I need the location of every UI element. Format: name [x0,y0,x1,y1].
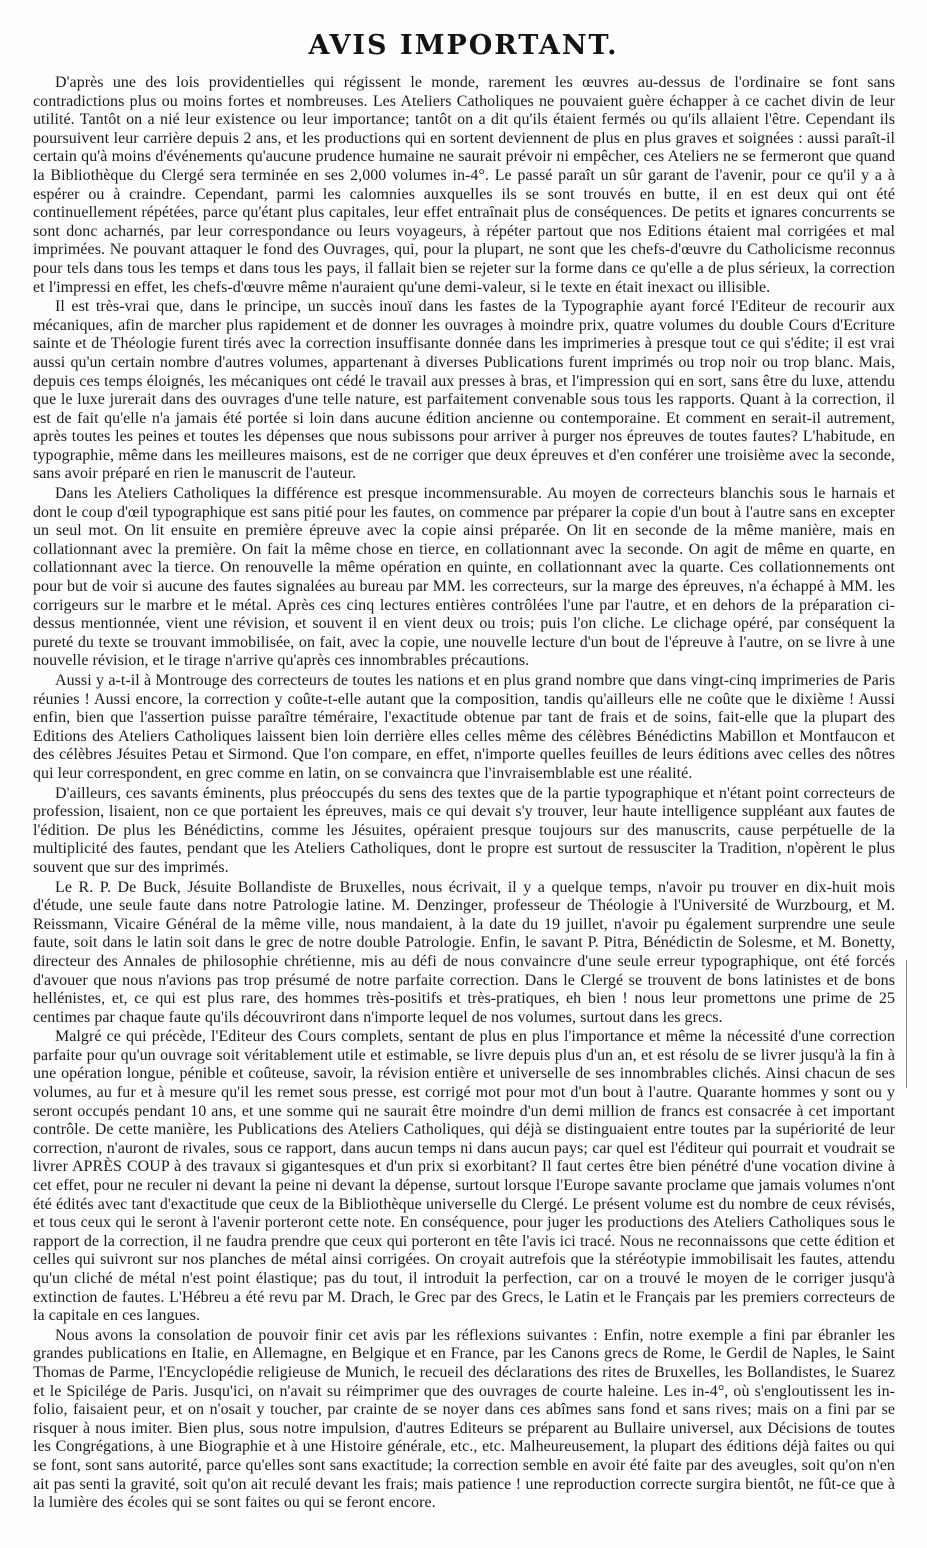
margin-rule [906,960,907,1088]
document-title: AVIS IMPORTANT. [308,30,619,61]
paragraph: D'ailleurs, ces savants éminents, plus préoccupés du sens des textes que de la partie typographique et n'étant point correcteurs de profession, lisaient, non ce que portaient les épreuves, mais ce qui devait s'y trouver, leur haute intelligence suppléant aux fautes de l'édition. De plus les Bénédictins, comme les Jésuites, opéraient presque toujours sur des manuscrits, cause perpétuelle de la multiplicité des fautes, pendant que les Ateliers Catholiques, dont le propre est surtout de ressusciter la Tradition, n'opèrent le plus souvent que sur des imprimés. [33,784,895,876]
paragraph: Aussi y a-t-il à Montrouge des correcteurs de toutes les nations et en plus grand nombre que dans vingt-cinq imprimeries de Paris réunies ! Aussi encore, la correction y coûte-t-elle autant que la composition, tandis qu'ailleurs elle ne coûte que le dixième ! Aussi enfin, bien que l'assertion puisse paraître téméraire, l'exactitude obtenue par tant de frais et de soins, fait-elle que la plupart des Editions des Ateliers Catholiques laissent bien loin derrière elles celles même des célèbres Bénédictins Mabillon et Montfaucon et des célèbres Jésuites Petau et Sirmond. Que l'on compare, en effet, n'importe quelles feuilles de leurs éditions avec celles des nôtres qui leur correspondent, en grec comme en latin, on se convaincra que l'invraisemblable est une réalité. [33,672,895,782]
paragraph: Nous avons la consolation de pouvoir finir cet avis par les réflexions suivantes : Enfin, notre exemple a fini par ébranler les grandes publications en Italie, en Allemagne, en Belgique et en France, par les Canons grecs de Rome, le Gerdil de Naples, le Saint Thomas de Parme, l'Encyclopédie religieuse de Munich, le recueil des déclarations des rites de Bruxelles, les Bollandistes, le Suarez et le Spicilége de Paris. Jusqu'ici, on n'avait su réimprimer que des ouvrages de courte haleine. Les in-4°, où s'engloutissent les in-folio, faisaient peur, et on n'osait y toucher, par crainte de se noyer dans ces abîmes sans fond et sans rives; mais on a fini par se risquer à nous imiter. Bien plus, sous notre impulsion, d'autres Editeurs se préparent au Bullaire universel, aux Décisions de toutes les Congrégations, à une Biographie et à une Histoire générale, etc., etc. Malheureusement, la plupart des éditions déjà faites ou qui se font, sont sans autorité, parce qu'elles sont sans exactitude; la correction semble en avoir été faite par des aveugles, soit qu'on n'en ait pas senti la gravité, soit qu'on ait reculé devant les frais; mais patience ! une reproduction correcte surgira bientôt, ne fût-ce que à la lumière des écoles qui se sont faites ou qui se feront encore. [33,1326,895,1512]
paragraph: Il est très-vrai que, dans le principe, un succès inouï dans les fastes de la Typographie ayant forcé l'Editeur de recourir aux mécaniques, afin de marcher plus rapidement et de donner les ouvrages à moindre prix, quatre volumes du double Cours d'Ecriture sainte et de Théologie furent tirés avec la correction insuffisante donnée dans les imprimeries à presque tout ce qui s'édite; il est vrai aussi qu'un certain nombre d'autres volumes, appartenant à diverses Publications furent imprimés ou trop noir ou trop blanc. Mais, depuis ces temps éloignés, les mécaniques ont cédé le travail aux presses à bras, et l'impression qui en sort, sans être du luxe, attendu que le luxe jurerait dans des ouvrages d'une telle nature, est parfaitement convenable sous tous les rapports. Quant à la correction, il est de fait qu'elle n'a jamais été portée si loin dans aucune édition ancienne ou contemporaine. Et comment en serait-il autrement, après toutes les peines et toutes les dépenses que nous subissons pour arriver à purger nos épreuves de toutes fautes? L'habitude, en typographie, même dans les meilleures maisons, est de ne corriger que deux épreuves et d'en conférer une troisième avec la seconde, sans avoir préparé en rien le manuscrit de l'auteur. [33,298,895,483]
paragraph: Dans les Ateliers Catholiques la différence est presque incommensurable. Au moyen de correcteurs blanchis sous le harnais et dont le coup d'œil typographique est sans pitié pour les fautes, on commence par préparer la copie d'un bout à l'autre sans en excepter un seul mot. On lit ensuite en première épreuve avec la copie ainsi préparée. On lit en seconde de la même manière, mais en collationnant avec la première. On fait la même chose en tierce, en collationnant avec la seconde. On agit de même en quarte, en collationnant avec la tierce. On renouvelle la même opération en quinte, en collationnant avec la quarte. Ces collationnements ont pour but de voir si aucune des fautes signalées au bureau par MM. les correcteurs, sur la marge des épreuves, n'a échappé à MM. les corrigeurs sur le marbre et le métal. Après ces cinq lectures entières contrôlées l'une par l'autre, et en dehors de la préparation ci-dessus mentionnée, vient une révision, et souvent il en vient deux ou trois; puis l'on cliche. Le clichage opéré, par conséquent la pureté du texte se trouvant immobilisée, on fait, avec la copie, une nouvelle lecture d'un bout de l'épreuve à l'autre, on se livre à une nouvelle révision, et le tirage n'arrive qu'après ces innombrables précautions. [33,485,895,670]
paragraph: Le R. P. De Buck, Jésuite Bollandiste de Bruxelles, nous écrivait, il y a quelque temps, n'avoir pu trouver en dix-huit mois d'étude, une seule faute dans notre Patrologie latine. M. Denzinger, professeur de Théologie à l'Université de Wurzbourg, et M. Reissmann, Vicaire Général de la même ville, nous mandaient, à la date du 19 juillet, n'avoir pu également surprendre une seule faute, soit dans le latin soit dans le grec de notre double Patrologie. Enfin, le savant P. Pitra, Bénédictin de Solesme, et M. Bonetty, directeur des Annales de philosophie chrétienne, mis au défi de nous convaincre d'une seule erreur typographique, ont été forcés d'avouer que nous n'avions pas trop présumé de notre parfaite correction. Dans le Clergé se trouvent de bons latinistes et de bons hellénistes, et, ce qui est plus rare, des hommes très-positifs et très-pratiques, eh bien ! nous leur promettons une prime de 25 centimes par chaque faute qu'ils découvriront dans n'importe lequel de nos volumes, surtout dans les grecs. [33,878,895,1026]
document-body [33,74,895,1513]
paragraph: Malgré ce qui précède, l'Editeur des Cours complets, sentant de plus en plus l'importance et même la nécessité d'une correction parfaite pour qu'un ouvrage soit véritablement utile et estimable, se livre depuis plus d'un an, et est résolu de se livrer jusqu'à la fin à une opération longue, pénible et coûteuse, savoir, la révision entière et universelle de ses innombrables clichés. Ainsi chacun de ses volumes, au fur et à mesure qu'il les remet sous presse, est corrigé mot pour mot d'un bout à l'autre. Quarante hommes y sont ou y seront occupés pendant 10 ans, et une somme qui ne saurait être moindre d'un demi million de francs est consacrée à cet important contrôle. De cette manière, les Publications des Ateliers Catholiques, qui déjà se distinguaient entre toutes par la supériorité de leur correction, n'auront de rivales, sous ce rapport, dans aucun temps ni dans aucun pays; car quel est l'éditeur qui pourrait et voudrait se livrer APRÈS COUP à des travaux si gigantesques et d'un prix si exorbitant? Il faut certes être bien pénétré d'une vocation divine à cet effet, pour ne reculer ni devant la peine ni devant la dépense, surtout lorsque l'Europe savante proclame que jamais volumes n'ont été édités avec tant d'exactitude que ceux de la Bibliothèque universelle du Clergé. Le présent volume est du nombre de ceux révisés, et tous ceux qui le seront à l'avenir porteront cette note. En conséquence, pour juger les productions des Ateliers Catholiques sous le rapport de la correction, il ne faudra prendre que ceux qui porteront en tête l'avis ici tracé. Nous ne reconnaissons que cette édition et celles qui suivront sur nos planches de métal ainsi corrigées. On croyait autrefois que la stéréotypie immobilisait les fautes, attendu qu'un cliché de métal n'est point élastique; pas du tout, il introduit la perfection, car on a trouvé le moyen de le corriger jusqu'à extinction de fautes. L'Hébreu a été revu par M. Drach, le Grec par des Grecs, le Latin et le Français par les premiers correcteurs de la capitale en ces langues. [33,1028,895,1325]
paragraph: D'après une des lois providentielles qui régissent le monde, rarement les œuvres au-dessus de l'ordinaire se font sans contradictions plus ou moins fortes et nombreuses. Les Ateliers Catholiques ne pouvaient guère échapper à ce cachet divin de leur utilité. Tantôt on a nié leur existence ou leur importance; tantôt on a dit qu'ils étaient fermés ou qu'ils allaient l'être. Cependant ils poursuivent leur carrière depuis 2 ans, et les productions qui en sortent deviennent de plus en plus graves et soignées : aussi paraît-il certain qu'à moins d'événements qu'aucune prudence humaine ne saurait prévoir ni empêcher, ces Ateliers ne se fermeront que quand la Bibliothèque du Clergé sera terminée en ses 2,000 volumes in-4°. Le passé paraît un sûr garant de l'avenir, pour ce qu'il y a à espérer ou à craindre. Cependant, parmi les calomnies auxquelles ils se sont trouvés en butte, il en est deux qui ont été continuellement répétées, parce qu'étant plus capitales, leur effet entraînait plus de conséquences. De petits et ignares concurrents se sont donc acharnés, par leur correspondance ou leurs voyageurs, à répéter partout que nos Editions étaient mal corrigées et mal imprimées. Ne pouvant attaquer le fond des Ouvrages, qui, pour la plupart, ne sont que les chefs-d'œuvre du Catholicisme reconnus pour tels dans tous les temps et dans tous les pays, il fallait bien se rejeter sur la forme dans ce qu'elle a de plus sérieux, la correction et l'impressi en effet, les chefs-d'œuvre même n'auraient qu'une demi-valeur, si le texte en était inexact ou illisible. [33,74,895,296]
